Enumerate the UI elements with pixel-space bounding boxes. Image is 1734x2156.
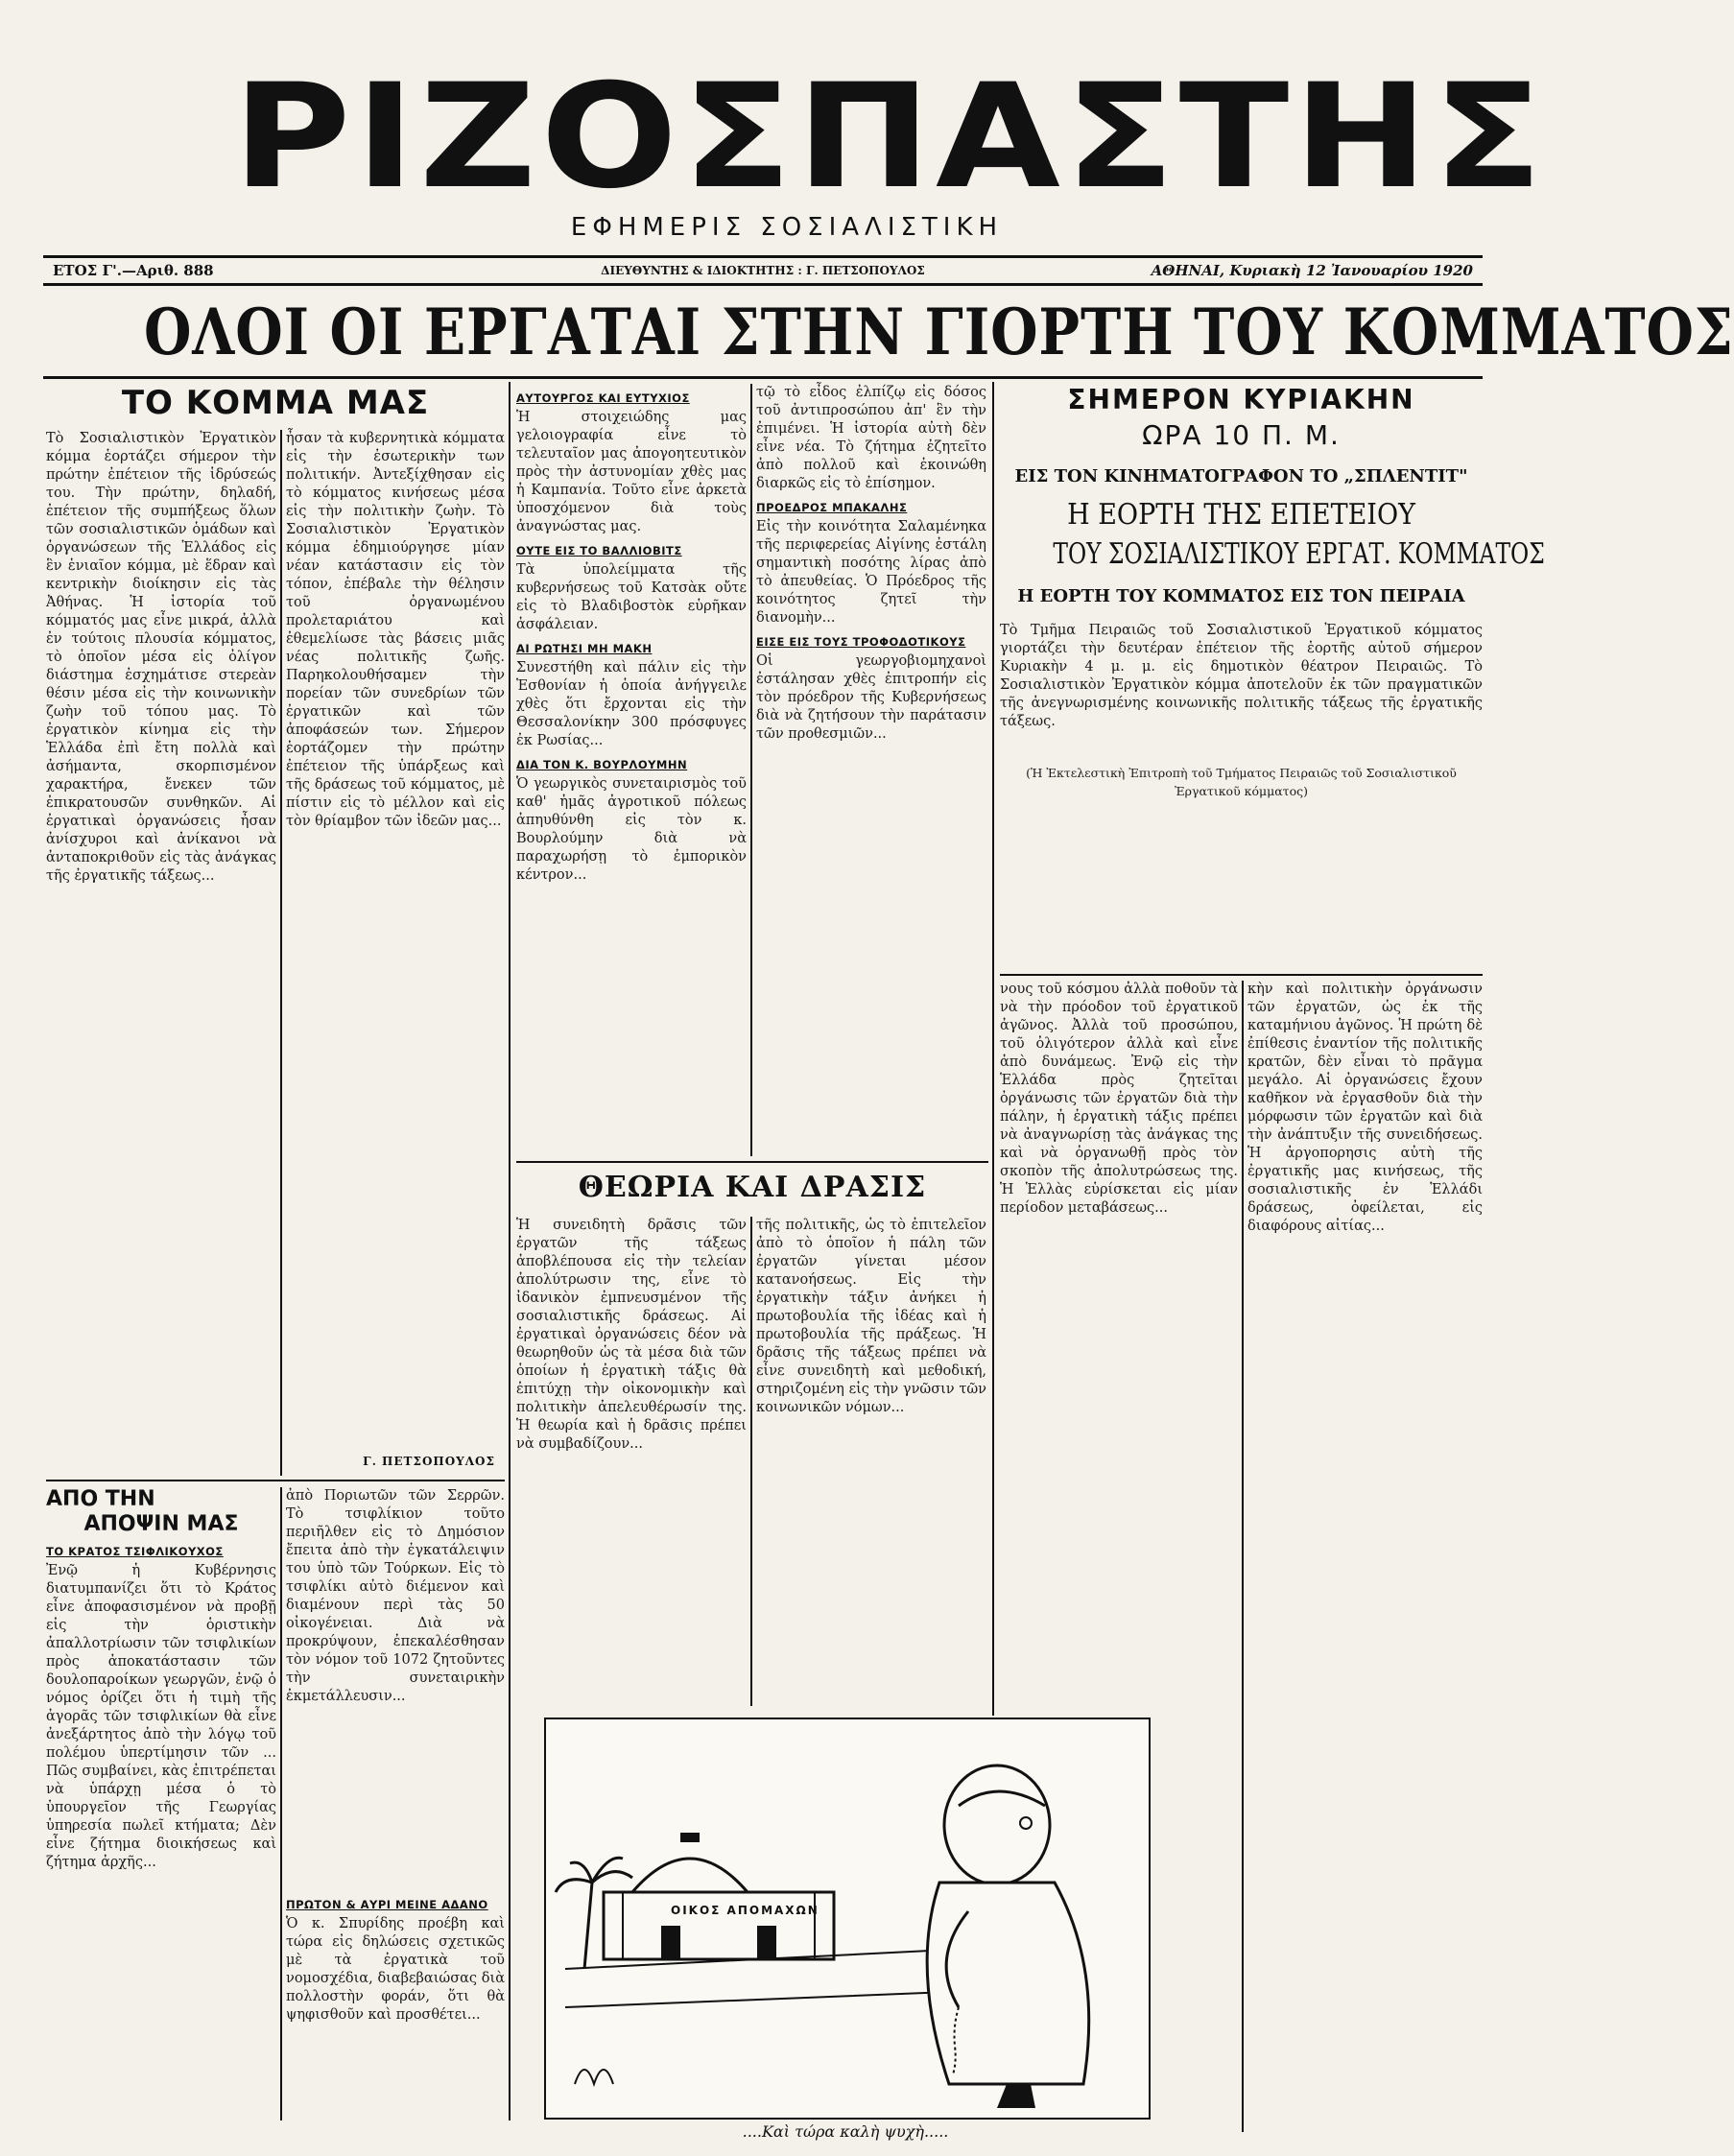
column-divider (750, 1217, 752, 1706)
opinion-section (46, 1487, 276, 2128)
short-item-body-7: Οἱ γεωργοβιομηχανοὶ ἐστάλησαν χθὲς ἐπιτροπήν εἰς τὸν πρόεδρον τῆς Κυβερνήσεως διὰ νὰ ζητήσουν τὴν παράτασιν τῶν προθεσμιῶν... (756, 653, 986, 742)
announcement-heading-2: ΩΡΑ 10 Π. Μ. (1142, 419, 1341, 451)
article-party-signature-wrap (286, 1451, 505, 1468)
article-theory-col1 (516, 1217, 747, 1706)
man-body (927, 1883, 1089, 2084)
announcement-heading-6: Η ΕΟΡΤΗ ΤΟΥ ΚΟΜΜΑΤΟΣ ΕΙΣ ΤΟΝ ΠΕΙΡΑΙΑ (1017, 586, 1465, 606)
issue-date: ΑΘΗΝΑΙ, Κυριακὴ 12 Ἰανουαρίου 1920 (1151, 262, 1473, 279)
editor-line: ΔΙΕΥΘΥΝΤΗΣ & ΙΔΙΟΚΤΗΤΗΣ : Γ. ΠΕΤΣΟΠΟΥΛΟΣ (601, 264, 925, 277)
anniversary-announcement (1000, 384, 1545, 800)
short-item-body-4: Ὁ γεωργικὸς συνεταιρισμὸς τοῦ καθ' ἡμᾶς ἀγροτικοῦ πόλεως ἀπηυθύνθη εἰς τὸν κ. Βουρλούμην διὰ νὰ παραχωρήσῃ τὸ ἐμπορικὸν κέντρον... (516, 776, 747, 883)
issue-number: ΕΤΟΣ Γ'.—Αριθ. 888 (53, 262, 214, 279)
article-party-title: ΤΟ ΚΟΜΜΑ ΜΑΣ (121, 384, 430, 422)
announcement-notice-signature: (Ἡ Ἐκτελεστικὴ Ἐπιτροπὴ τοῦ Τμήματος Πειραιῶς τοῦ Σοσιαλιστικοῦ Ἐργατικοῦ κόμματος) (1026, 766, 1457, 798)
headline-rule (43, 376, 1483, 379)
opinion-text: Ἐνῷ ἡ Κυβέρνησις διατυμπανίζει ὅτι τὸ Κράτος εἶνε ἀποφασισμένον νὰ προβῇ εἰς τὴν ὁριστικὴν ἀπαλλοτρίωσιν τῶν τσιφλικίων πρὸς ἀποκατάστασιν τῶν δουλοπαροίκων γεωργῶν, ἐνῷ ὁ νόμος ὁρίζει ὅτι ἡ τιμὴ τῆς ἀγορᾶς τῶν τσιφλικίων θὰ εἶνε ἀνεξάρτητος ἀπὸ τὴν λόγῳ τοῦ πολέμου ὑπερτίμησιν τῶν ... Πῶς συμβαίνει, κὰς ἐπιτρέπεται νὰ ὑπάρχῃ μέσα ὁ τὸ ὑπουργεῖον τῆς Γεωργίας ὑπηρεσία πωλεῖ κτήματα; Δὲν εἶνε ζήτημα διοικήσεως καὶ ζήτημα ἀρχῆς... (46, 1563, 276, 1870)
section-rule (1000, 974, 1483, 976)
column-divider (509, 382, 511, 2120)
short-item-body-5: τῷ τὸ εἶδος ἐλπίζῳ εἰς δόσος τοῦ ἀντιπροσώπου ἀπ' ἓν τὴν ἐπιμένει. Ἡ ἱστορία αὐτὴ δὲν εἶνε νέα. Τὸ ζήτημα ἐζητεῖτο ἀπὸ πολλοῦ καὶ ἐκοινώθη διαρκῶς εἰς τὸ ἐπίσημον. (756, 385, 986, 491)
man-feet (997, 2084, 1035, 2108)
man-head (944, 1765, 1050, 1884)
middle-lower-subhead: ΠΡΩΤΟΝ & ΑΥΡΙ ΜΕΙΝΕ ΑΔΑΝΟ (286, 1898, 488, 1911)
column-divider (750, 384, 752, 1156)
column-divider (280, 1487, 282, 2120)
issue-info-bar (43, 255, 1483, 286)
announcement-notice: Τὸ Τμῆμα Πειραιῶς τοῦ Σοσιαλιστικοῦ Ἐργατικοῦ κόμματος γιορτάζει τὴν δευτέραν ἐπέτειον τῆς ἑορτῆς αὐτοῦ σήμερον Κυριακὴν 4 μ. μ. εἰς δημοτικὸν θέατρον Πειραιῶς. Τὸ Σοσιαλιστικὸν Ἐργατικὸν κόμμα ἀποτελοῦν ἐκ τῶν πραγματικῶν τῆς ἀνεγνωρισμένης κοινωνικῆς πολιτικῆς τάξεως τῆς ἐργατικῆς τάξεως. (1000, 623, 1483, 729)
column-divider (992, 382, 994, 1716)
short-item-body-6: Εἰς τὴν κοινότητα Σαλαμένηκα τῆς περιφερείας Αἰγίνης ἐστάλη σημαντικὴ ποσότης λίρας ἀπὸ τὸ ἀπευθείας. Ὁ Πρόεδρος τῆς κοινότητος ζητεῖ τὴν διανομὴν... (756, 519, 986, 626)
article-party-col1 (46, 430, 276, 1476)
short-item-head-6: ΠΡΟΕΔΡΟΣ ΜΠΑΚΑΛΗΣ (756, 501, 908, 514)
opinion-title-1: ΑΠΟ ΤΗΝ (46, 1487, 155, 1511)
opinion-title-2: ΑΠΟΨΙΝ ΜΑΣ (83, 1512, 239, 1536)
newspaper-masthead: ΡΙΖΟΣΠΑΣΤΗΣ (232, 54, 1548, 221)
announcement-heading-1: ΣΗΜΕΡΟΝ ΚΥΡΙΑΚΗΝ (1067, 384, 1415, 415)
middle-lower-text-b: Ὁ κ. Σπυρίδης προέβη καὶ τώρα εἰς δηλώσεις σχετικῶς μὲ τὰ ἐργατικὰ τοῦ νομοσχέδια, διαβεβαιώσας διὰ πολλοστὴν φοράν, ὅτι θὰ ψηφισθοῦν καὶ προσθέτει... (286, 1916, 505, 2023)
artist-signature (575, 2070, 613, 2084)
short-item-head-7: ΕΙΣΕ ΕΙΣ ΤΟΥΣ ΤΡΟΦΟΔΟΤΙΚΟΥΣ (756, 635, 966, 649)
announcement-heading-4: Η ΕΟΡΤΗ ΤΗΣ ΕΠΕΤΕΙΟΥ (1067, 498, 1415, 532)
building-dome (632, 1859, 748, 1892)
right-col-a (1000, 981, 1238, 1710)
short-item-body-3: Συνεστήθη καὶ πάλιν εἰς τὴν Ἑσθονίαν ἡ ὁποία ἀνήγγειλε χθὲς ὅτι ἔρχονται εἰς τὴν Θεσσαλονίκην 300 πρόσφυγες ἐκ Ρωσίας... (516, 660, 747, 748)
middle-lower-text: ἀπὸ Ποριωτῶν τῶν Σερρῶν. Τὸ τσιφλίκιον τοῦτο περιῆλθεν εἰς τὸ Δημόσιον ἔπειτα ἀπὸ τὴν ἐγκατάλειψιν του ὑπὸ τῶν Τούρκων. Εἰς τὸ τσιφλίκι αὐτὸ διέμενον καὶ διαμένουν περὶ τὰς 50 οἰκογένειαι. Διὰ νὰ προκρύψουν, ἐπεκαλέσθησαν τὸν νόμον τοῦ 1072 ζητοῦντες τὴν συνεταιρικὴν ἐκμετάλλευσιν... (286, 1488, 505, 1704)
middle-lower-col (286, 1487, 505, 2107)
cartoon-drawing (546, 1719, 1149, 2118)
short-items-col-2 (756, 384, 986, 1156)
right-col-a-text: νους τοῦ κόσμου ἀλλὰ ποθοῦν τὰ νὰ τὴν πρόοδον τοῦ ἐργατικοῦ ἀγῶνος. Ἀλλὰ τοῦ προσώπου, τοῦ ὀλιγότερον ἀλλὰ καὶ εἶνε ἀπὸ δυνάμεως. Ἐνῷ εἰς τὴν Ἑλλάδα πρὸς ζητεῖται ὀργάνωσις τῶν ἐργατῶν διὰ τὴν πάλην, ἡ ἐργατικὴ τάξις πρέπει νὰ ἀναγνωρίσῃ τὰς ἀνάγκας της καὶ νὰ ὀργανωθῇ πρὸς τὸν σκοπὸν τῆς ἀπολυτρώσεως της. Ἡ Ἑλλὰς εὑρίσκεται εἰς μίαν περίοδον μεταβάσεως... (1000, 982, 1238, 1216)
main-headline: ΟΛΟΙ ΟΙ ΕΡΓΑΤΑΙ ΣΤΗΝ ΓΙΟΡΤΗ ΤΟΥ ΚΟΜΜΑΤΟΣ (144, 295, 1734, 369)
article-theory-text-1: Ἡ συνειδητὴ δρᾶσις τῶν ἐργατῶν τῆς τάξεως ἀποβλέπουσα εἰς τὴν τελείαν ἀπολύτρωσιν της, εἶνε τὸ ἰδανικὸν ἐμπνευσμένον τῆς σοσιαλιστικῆς δράσεως. Αἱ ἐργατικαὶ ὀργανώσεις δέον νὰ θεωρηθοῦν ὡς τὰ μέσα διὰ τῶν ὁποίων ἡ ἐργατικὴ τάξις θὰ ἐπιτύχῃ τὴν οἰκονομικὴν καὶ πολιτικὴν ἀπελευθέρωσίν της. Ἡ θεωρία καὶ ἡ δρᾶσις πρέπει νὰ συμβαδίζουν... (516, 1218, 747, 1452)
article-theory-text-2: τῆς πολιτικῆς, ὡς τὸ ἐπιτελεῖον ἀπὸ τὸ ὁποῖον ἡ πάλη τῶν ἐργατῶν γίνεται μέσον κατανοήσεως. Εἰς τὴν ἐργατικὴν τάξιν ἀνήκει ἡ πρωτοβουλία τῆς ἰδέας καὶ ἡ πρωτοβουλία τῆς πράξεως. Ἡ δρᾶσις τῆς τάξεως πρέπει νὰ εἶνε συνειδητὴ καὶ μεθοδική, στηριζομένη εἰς τὴν γνῶσιν τῶν κοινωνικῶν νόμων... (756, 1218, 986, 1415)
short-items-col (516, 384, 747, 1156)
article-theory (516, 1171, 988, 1204)
article-party-col2 (286, 430, 505, 1447)
article-theory-col2 (756, 1217, 986, 1706)
building-sign: ΟΙΚΟΣ ΑΠΟΜΑΧΩΝ (671, 1904, 819, 1917)
column-divider (280, 430, 282, 1476)
right-col-b-text: κὴν καὶ πολιτικὴν ὀργάνωσιν τῶν ἐργατῶν, ὡς ἐκ τῆς καταμήνιου ἀγῶνος. Ἡ πρώτη δὲ ἐπίθεσις ἐναντίον τῆς πολιτικῆς κρατῶν, δὲν εἶναι τὸ πρᾶγμα μεγάλο. Αἱ ὀργανώσεις ἔχουν καθῆκον νὰ ἐργασθοῦν διὰ τὴν μόρφωσιν τῶν ἐργατῶν καὶ διὰ τὴν ἀνάπτυξιν τῆς συνειδήσεως. Ἡ ἀργοπορησις αὐτὴ τῆς ἐργατικῆς μας κινήσεως, τῆς σοσιαλιστικῆς ἐν Ἑλλάδι δράσεως, ὀφείλεται, εἰς διαφόρους αἰτίας... (1247, 982, 1483, 1234)
article-party-text-1: Τὸ Σοσιαλιστικὸν Ἐργατικὸν κόμμα ἑορτάζει σήμερον τὴν πρώτην ἐπέτειον τῆς ἱδρύσεώς του. Τὴν πρώτην, δηλαδή, ἐπέτειον τῆς συμπήξεως ὅλων τῶν σοσιαλιστικῶν ὁμάδων καὶ ὀργανώσεων τῆς Ἑλλάδος εἰς ἓν ἑνιαῖον κόμμα, μὲ ἕδραν καὶ κεντρικὴν διοίκησιν εἰς τὰς Ἀθήνας. Ἡ ἱστορία τοῦ κόμματός μας εἶνε μικρά, ἀλλὰ ἐν τούτοις πλουσία κόμματος, τὸ ὁποῖον μέσα εἰς ὀλίγον διάστημα ἐσχημάτισε στερεὰν θέσιν μέσα εἰς τὴν κοινωνικὴν ζωὴν τοῦ τόπου μας. Τὸ ἐργατικὸν κίνημα εἰς τὴν Ἑλλάδα ἐπὶ ἔτη πολλὰ καὶ ἀσήμαντα, σκορπισμένον χαρακτήρα, ἔνεκεν τῶν ἐπικρατουσῶν συνθηκῶν. Αἱ ἐργατικαὶ ὀργανώσεις ἦσαν ἀνίσχυροι καὶ ἀνίκανοι νὰ ἀνταποκριθοῦν εἰς τὰς ἀνάγκας τῆς ἐργατικῆς τάξεως... (46, 431, 276, 884)
building-door (661, 1926, 680, 1959)
short-item-head-1: ΑΥΤΟΥΡΓΟΣ ΚΑΙ ΕΥΤΥΧΙΟΣ (516, 391, 690, 405)
dome-top (680, 1833, 700, 1842)
masthead-subtitle: ΕΦΗΜΕΡΙΣ ΣΟΣΙΑΛΙΣΤΙΚΗ (570, 213, 1004, 242)
section-rule (516, 1161, 988, 1163)
article-signature: Γ. ΠΕΤΣΟΠΟΥΛΟΣ (363, 1455, 495, 1468)
short-item-head-2: ΟΥΤΕ ΕΙΣ ΤΟ ΒΑΛΛΙΟΒΙΤΣ (516, 544, 682, 557)
article-party-text-2: ἦσαν τὰ κυβερνητικὰ κόμματα εἰς τὴν ἐσωτερικὴν των πολιτικήν. Ἀντεξίχθησαν εἰς τὸ κόμματος κινήσεως μέσα εἰς τὴν πολιτικὴν ζωὴν. Τὸ Σοσιαλιστικὸν Ἐργατικὸν κόμμα ἐδημιούργησε μίαν νέαν κατάστασιν εἰς τὸν τόπον, ἐπέβαλε τὴν θέλησιν τοῦ ὀργανωμένου προλεταριάτου καὶ ἐθεμελίωσε τὰς βάσεις μιᾶς νέας πολιτικῆς ζωῆς. Παρηκολουθήσαμεν τὴν πορείαν τῶν συνεδρίων τῶν ἐργατικῶν καὶ τῶν ἀποφάσεών των. Σήμερον ἑορτάζομεν τὴν πρώτην ἐπέτειον τῆς ὑπάρξεως καὶ τῆς δράσεως τοῦ κόμματος, μὲ πίστιν εἰς τὸ μέλλον καὶ εἰς τὸν θρίαμβον τῶν ἰδεῶν μας... (286, 431, 505, 829)
short-item-body-1: Ἡ στοιχειώδης μας γελοιογραφία εἶνε τὸ τελευταῖον μας ἀπογοητευτικὸν πρὸς τὴν ἀστυνομίαν χθὲς μας ἡ Καμπανία. Τοῦτο εἶνε ἀρκετὰ ὑποσχόμενον διὰ τοὺς ἀναγνώστας μας. (516, 410, 747, 534)
short-item-head-3: ΑΙ ΡΩΤΗΣΙ ΜΗ ΜΑΚΗ (516, 642, 653, 655)
cartoon-caption: ....Καὶ τώρα καλὴ ψυχὴ..... (742, 2122, 949, 2141)
section-rule (46, 1480, 505, 1481)
column-divider (1242, 981, 1244, 2132)
announcement-heading-5: ΤΟΥ ΣΟΣΙΑΛΙΣΤΙΚΟΥ ΕΡΓΑΤ. ΚΟΜΜΑΤΟΣ (1053, 537, 1545, 571)
article-party (46, 382, 505, 430)
short-item-body-2: Τὰ ὑπολείμματα τῆς κυβερνήσεως τοῦ Κατσὰκ οὔτε εἰς τὸ Βλαδιβοστὸκ εὑρῆκαν ἀσφάλειαν. (516, 562, 747, 632)
political-cartoon (544, 1718, 1151, 2120)
right-col-b (1247, 981, 1483, 2132)
opinion-subhead: ΤΟ ΚΡΑΤΟΣ ΤΣΙΦΛΙΚΟΥΧΟΣ (46, 1545, 224, 1558)
article-theory-title: ΘΕΩΡΙΑ ΚΑΙ ΔΡΑΣΙΣ (578, 1171, 927, 1204)
announcement-heading-3: ΕΙΣ ΤΟΝ ΚΙΝΗΜΑΤΟΓΡΑΦΟΝ ΤΟ „ΣΠΛΕΝΤΙΤ" (1014, 466, 1468, 486)
short-item-head-4: ΔΙΑ ΤΟΝ Κ. ΒΟΥΡΛΟΥΜΗΝ (516, 758, 688, 771)
building-facade (604, 1892, 834, 1959)
palm-tree (584, 1883, 592, 1969)
